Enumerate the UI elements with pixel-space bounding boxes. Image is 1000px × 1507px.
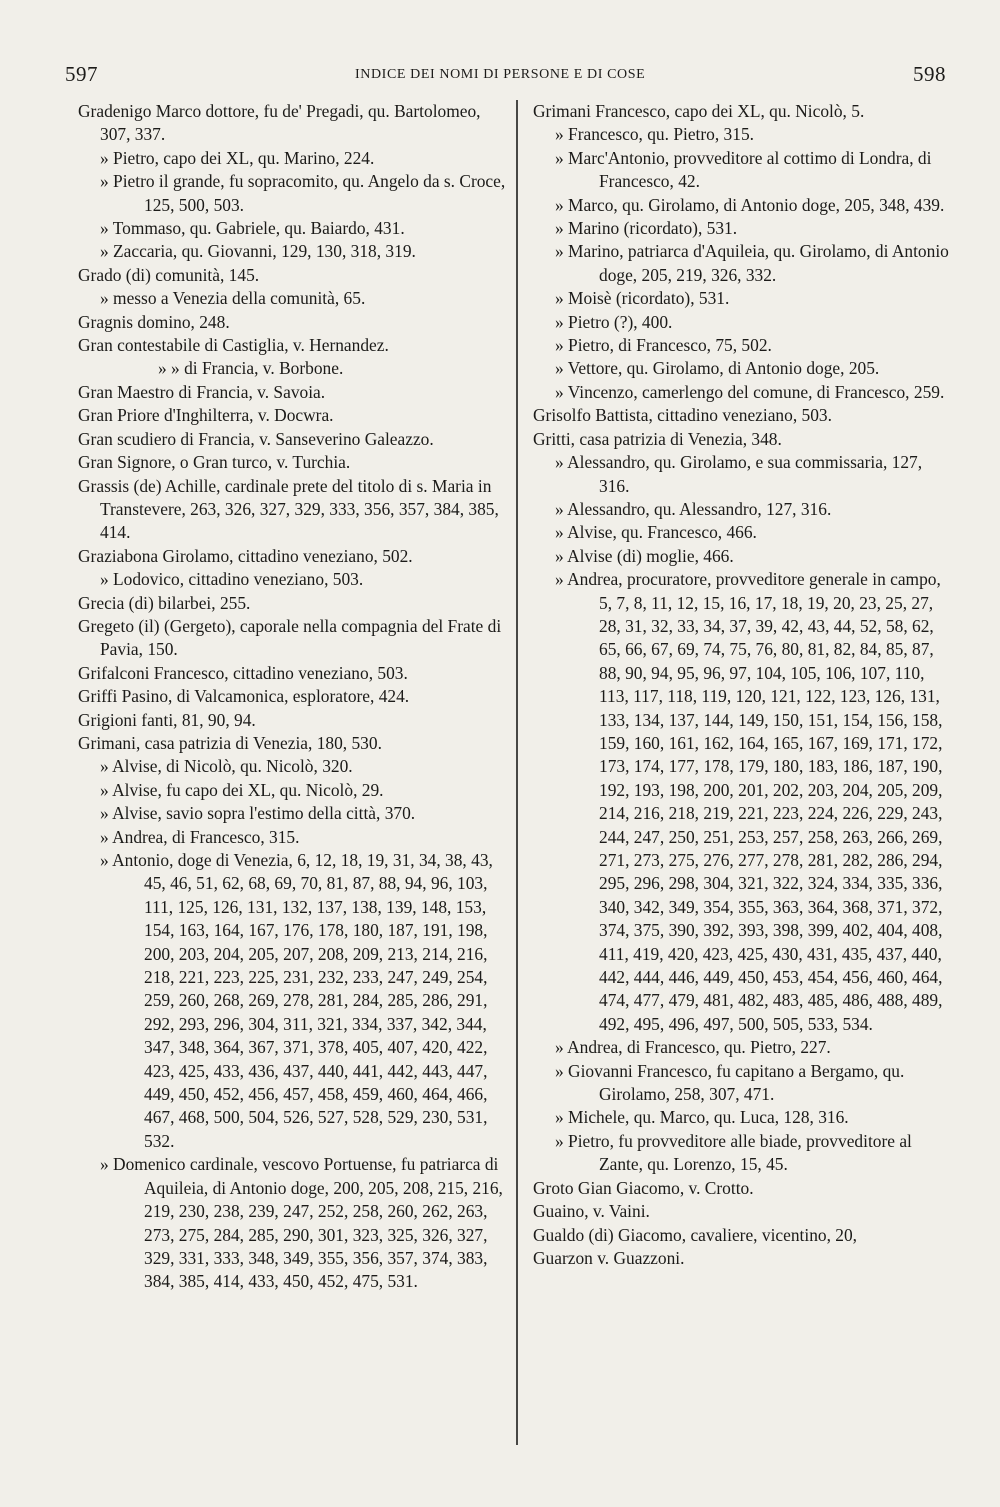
index-entry: Gran Signore, o Gran turco, v. Turchia.: [78, 452, 351, 473]
index-entry: » Marino, patriarca d'Aquileia, qu. Girolamo, di Antonio doge, 205, 219, 326, 332.: [555, 241, 949, 285]
index-entry: Grisolfo Battista, cittadino veneziano, 503.: [533, 405, 832, 426]
index-entry: Guarzon v. Guazzoni.: [533, 1247, 685, 1268]
index-entry: » Domenico cardinale, vescovo Portuense, fu patriarca di Aquileia, di Antonio doge, 200, 205, 208, 215, 216, 219, 230, 238, 239, 247, 252, 258, 260, 262, 263, 273, 275, 284, 285, 290, 301, 323, 325, 326, 327, 329, 331, 333, 348, 349, 355, 356, 357, 374, 383, 384, 385, 414, 433, 450, 452, 475, 531.: [100, 1154, 503, 1292]
index-entry: » Tommaso, qu. Gabriele, qu. Baiardo, 431.: [100, 218, 405, 239]
index-entry: Gran scudiero di Francia, v. Sanseverino Galeazzo.: [78, 428, 434, 449]
index-entry: » Andrea, di Francesco, 315.: [100, 826, 300, 847]
index-entry: » Pietro, fu provveditore alle biade, provveditore al Zante, qu. Lorenzo, 15, 45.: [555, 1130, 912, 1175]
running-head: [0, 62, 1000, 92]
index-column-right: [533, 100, 953, 1270]
index-entry: » Pietro il grande, fu sopracomito, qu. Angelo da s. Croce, 125, 500, 503.: [100, 171, 506, 215]
index-entry: Groto Gian Giacomo, v. Crotto.: [533, 1177, 754, 1198]
column-divider: [516, 100, 518, 1445]
index-entry: Grimani, casa patrizia di Venezia, 180, 530.: [78, 732, 382, 753]
index-entry: Gran contestabile di Castiglia, v. Hernandez.: [78, 335, 389, 356]
index-entry: Gradenigo Marco dottore, fu de' Pregadi, qu. Bartolomeo, 307, 337.: [78, 101, 481, 145]
index-entry: » Alvise (di) moglie, 466.: [555, 545, 734, 566]
index-entry: » Giovanni Francesco, fu capitano a Bergamo, qu. Girolamo, 258, 307, 471.: [555, 1060, 905, 1105]
index-entry: » Pietro (?), 400.: [555, 311, 673, 332]
index-entry: » Alessandro, qu. Girolamo, e sua commissaria, 127, 316.: [555, 452, 923, 496]
index-entry: » Pietro, di Francesco, 75, 502.: [555, 335, 772, 356]
index-entry: Grigioni fanti, 81, 90, 94.: [78, 709, 256, 730]
index-entry: » Pietro, capo dei XL, qu. Marino, 224.: [100, 147, 375, 168]
index-entry: » messo a Venezia della comunità, 65.: [100, 288, 366, 309]
index-entry: » Marc'Antonio, provveditore al cottimo di Londra, di Francesco, 42.: [555, 147, 932, 192]
index-entry: Gritti, casa patrizia di Venezia, 348.: [533, 428, 782, 449]
index-entry: » Zaccaria, qu. Giovanni, 129, 130, 318, 319.: [100, 241, 416, 262]
index-column-left: [78, 100, 510, 1294]
index-entry: » Lodovico, cittadino veneziano, 503.: [100, 569, 364, 590]
index-entry: » Andrea, di Francesco, qu. Pietro, 227.: [555, 1037, 831, 1058]
index-entry: » Andrea, procuratore, provveditore generale in campo, 5, 7, 8, 11, 12, 15, 16, 17, 18, 19, 20, 23, 25, 27, 28, 31, 32, 33, 34, 37, 39, 42, 43, 44, 52, 58, 62, 65, 66, 67, 69, 74, 75, 76, 80, 81, 82, 84, 85, 87, 88, 90, 94, 95, 96, 97, 104, 105, 106, 107, 110, 113, 117, 118, 119, 120, 121, 122, 123, 126, 131, 133, 134, 137, 144, 149, 150, 151, 154, 156, 158, 159, 160, 161, 162, 164, 165, 167, 169, 171, 172, 173, 174, 177, 178, 179, 180, 183, 186, 187, 190, 192, 193, 198, 200, 201, 202, 203, 204, 205, 209, 214, 216, 218, 219, 221, 223, 224, 226, 229, 243, 244, 247, 250, 251, 253, 257, 258, 263, 266, 269, 271, 273, 275, 276, 277, 278, 281, 282, 286, 294, 295, 296, 298, 304, 321, 322, 324, 334, 335, 336, 340, 342, 349, 354, 355, 363, 364, 368, 371, 372, 374, 375, 390, 392, 393, 398, 399, 402, 404, 408, 411, 419, 420, 423, 425, 430, 431, 435, 437, 440, 442, 444, 446, 449, 450, 453, 454, 456, 460, 464, 474, 477, 479, 481, 482, 483, 485, 486, 488, 489, 492, 495, 496, 497, 500, 505, 533, 534.: [555, 569, 943, 1034]
index-entry: Griffi Pasino, di Valcamonica, esploratore, 424.: [78, 686, 410, 707]
index-entry: » » di Francia, v. Borbone.: [158, 358, 344, 379]
index-entry: Gran Maestro di Francia, v. Savoia.: [78, 381, 326, 402]
index-entry: Grifalconi Francesco, cittadino veneziano, 503.: [78, 662, 408, 683]
index-entry: » Vettore, qu. Girolamo, di Antonio doge, 205.: [555, 358, 880, 379]
index-entry: » Francesco, qu. Pietro, 315.: [555, 124, 754, 145]
index-entry: » Alvise, qu. Francesco, 466.: [555, 522, 757, 543]
index-entry: » Alvise, di Nicolò, qu. Nicolò, 320.: [100, 756, 353, 777]
index-entry: » Antonio, doge di Venezia, 6, 12, 18, 19, 31, 34, 38, 43, 45, 46, 51, 62, 68, 69, 70, 81, 87, 88, 94, 96, 103, 111, 125, 126, 131, 132, 137, 138, 139, 148, 153, 154, 163, 164, 167, 176, 178, 180, 187, 191, 198, 200, 203, 204, 205, 207, 208, 209, 213, 214, 216, 218, 221, 223, 225, 231, 232, 233, 247, 249, 254, 259, 260, 268, 269, 278, 281, 284, 285, 286, 291, 292, 293, 296, 304, 311, 321, 334, 337, 342, 344, 347, 348, 364, 367, 371, 378, 405, 407, 420, 422, 423, 425, 433, 436, 437, 440, 441, 442, 443, 447, 449, 450, 452, 456, 457, 458, 459, 460, 464, 466, 467, 468, 500, 504, 526, 527, 528, 529, 230, 531, 532.: [100, 850, 493, 1151]
index-entry: Grimani Francesco, capo dei XL, qu. Nicolò, 5.: [533, 101, 865, 121]
index-entry: » Alvise, savio sopra l'estimo della città, 370.: [100, 803, 416, 824]
index-entry: Graziabona Girolamo, cittadino veneziano, 502.: [78, 545, 413, 566]
index-entry: Grassis (de) Achille, cardinale prete del titolo di s. Maria in Transtevere, 263, 326, 327, 329, 333, 356, 357, 384, 385, 414.: [78, 475, 499, 543]
page-number-left: 597: [65, 62, 98, 86]
index-entry: » Marco, qu. Girolamo, di Antonio doge, 205, 348, 439.: [555, 194, 945, 215]
index-entry: Grado (di) comunità, 145.: [78, 264, 260, 285]
index-entry: Grecia (di) bilarbei, 255.: [78, 592, 251, 613]
index-entry: » Marino (ricordato), 531.: [555, 218, 738, 239]
index-entry: » Moisè (ricordato), 531.: [555, 288, 730, 309]
index-entry: » Michele, qu. Marco, qu. Luca, 128, 316.: [555, 1107, 849, 1128]
index-entry: Gualdo (di) Giacomo, cavaliere, vicentino, 20,: [533, 1224, 858, 1245]
index-entry: Gragnis domino, 248.: [78, 311, 230, 332]
index-entry: Gran Priore d'Inghilterra, v. Docwra.: [78, 405, 334, 426]
index-entry: » Alessandro, qu. Alessandro, 127, 316.: [555, 498, 832, 519]
index-entry: Gregeto (il) (Gergeto), caporale nella compagnia del Frate di Pavia, 150.: [78, 615, 502, 660]
index-entry: » Alvise, fu capo dei XL, qu. Nicolò, 29.: [100, 779, 384, 800]
index-entry: Guaino, v. Vaini.: [533, 1201, 650, 1222]
page-number-right: 598: [913, 62, 946, 86]
running-head-title: INDICE DEI NOMI DI PERSONE E DI COSE: [355, 67, 646, 82]
index-entry: » Vincenzo, camerlengo del comune, di Francesco, 259.: [555, 381, 945, 402]
